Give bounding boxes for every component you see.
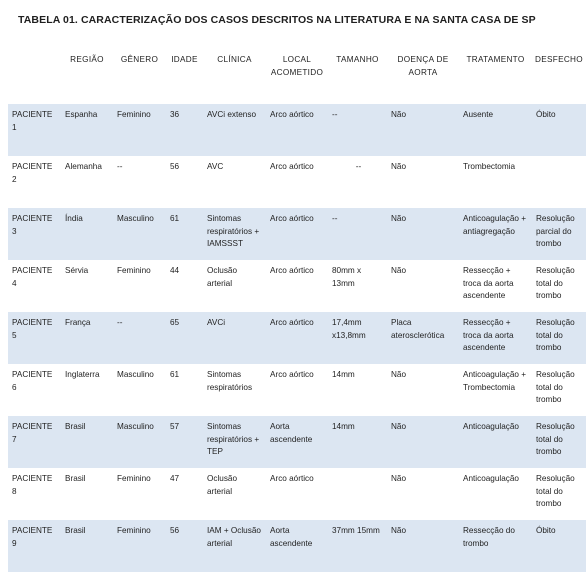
cell-doenca: Placa aterosclerótica	[387, 312, 459, 364]
cell-genero: Feminino	[117, 474, 151, 483]
header-idade: IDADE	[171, 55, 198, 64]
cell-paciente: PACIENTE 5	[8, 312, 61, 364]
cell-doenca: Não	[387, 104, 459, 156]
cell-tratamento: Ausente	[459, 104, 532, 156]
cell-genero: --	[113, 312, 166, 364]
header-regiao: REGIÃO	[70, 55, 104, 64]
cell-tamanho: 14mm	[328, 416, 387, 468]
header-paciente	[8, 46, 61, 104]
cell-paciente: PACIENTE 1	[8, 104, 61, 156]
cell-clinica: AVC	[207, 162, 224, 171]
cell-desfecho: Resolução parcial do trombo	[532, 208, 586, 260]
cell-local: Arco aórtico	[266, 312, 328, 364]
cell-local: Arco aórtico	[270, 370, 314, 379]
cell-regiao: Brasil	[61, 416, 113, 468]
cell-paciente: PACIENTE 6	[12, 370, 53, 392]
cell-local: Arco aórtico	[270, 266, 314, 275]
cell-paciente: PACIENTE 9	[8, 520, 61, 572]
cell-paciente: PACIENTE 2	[12, 162, 53, 184]
cell-paciente: PACIENTE 3	[8, 208, 61, 260]
cell-clinica: Sintomas respiratórios + TEP	[203, 416, 266, 468]
cell-regiao: Alemanha	[65, 162, 102, 171]
cell-genero: Feminino	[113, 104, 166, 156]
cell-regiao: Índia	[61, 208, 113, 260]
cell-idade: 57	[166, 416, 203, 468]
cell-idade: 56	[166, 520, 203, 572]
cell-doenca: Não	[387, 208, 459, 260]
cell-local: Aorta ascendente	[266, 520, 328, 572]
cell-regiao: Inglaterra	[65, 370, 100, 379]
table-row	[8, 156, 586, 208]
cell-clinica: Oclusão arterial	[207, 474, 238, 496]
cell-clinica: Oclusão arterial	[207, 266, 238, 288]
header-clinica: CLÍNICA	[217, 55, 252, 64]
table-row	[8, 364, 586, 416]
table-row	[8, 104, 586, 156]
cell-desfecho: Óbito	[532, 520, 586, 572]
cell-desfecho: Óbito	[532, 104, 586, 156]
cell-tratamento: Ressecção + troca da aorta ascendente	[463, 266, 514, 300]
cell-regiao: Espanha	[61, 104, 113, 156]
cell-tratamento: Ressecção do trombo	[459, 520, 532, 572]
cell-genero: Feminino	[113, 520, 166, 572]
cell-paciente: PACIENTE 7	[8, 416, 61, 468]
cell-tamanho: --	[355, 162, 362, 171]
cell-regiao: França	[61, 312, 113, 364]
cell-tamanho: --	[328, 208, 387, 260]
cell-clinica: Sintomas respiratórios + IAMSSST	[203, 208, 266, 260]
cell-local: Arco aórtico	[266, 208, 328, 260]
table-row	[8, 416, 586, 468]
cell-doenca: Não	[391, 370, 407, 379]
table-row	[8, 312, 586, 364]
cell-paciente: PACIENTE 8	[12, 474, 53, 496]
cell-paciente: PACIENTE 4	[12, 266, 53, 288]
cell-doenca: Não	[387, 416, 459, 468]
cell-idade: 44	[170, 266, 180, 275]
header-row	[8, 46, 586, 104]
cell-tratamento: Anticoagulação + Trombectomia	[463, 370, 527, 392]
cell-idade: 61	[170, 370, 180, 379]
cell-desfecho	[532, 156, 586, 208]
cell-clinica: AVCi	[203, 312, 266, 364]
cell-clinica: IAM + Oclusão arterial	[203, 520, 266, 572]
cell-tratamento: Anticoagulação + antiagregação	[459, 208, 532, 260]
cell-idade: 36	[166, 104, 203, 156]
cell-tamanho: --	[328, 104, 387, 156]
cell-tratamento: Ressecção + troca da aorta ascendente	[459, 312, 532, 364]
cell-local: Arco aórtico	[266, 104, 328, 156]
cell-idade: 56	[170, 162, 180, 171]
cell-tamanho: 80mm x 13mm	[332, 266, 362, 288]
cell-regiao: Brasil	[65, 474, 86, 483]
header-genero: GÊNERO	[120, 55, 159, 64]
cell-local: Arco aórtico	[270, 162, 314, 171]
cell-regiao: Brasil	[61, 520, 113, 572]
cell-doenca: Não	[391, 474, 407, 483]
header-tamanho: TAMANHO	[336, 55, 379, 64]
cell-doenca: Não	[391, 266, 407, 275]
cell-tamanho: 14mm	[332, 370, 355, 379]
cell-tratamento: Anticoagulação	[459, 416, 532, 468]
cell-desfecho: Resolução total do trombo	[532, 416, 586, 468]
cell-clinica: AVCi extenso	[203, 104, 266, 156]
cell-idade: 65	[166, 312, 203, 364]
cell-local: Aorta ascendente	[266, 416, 328, 468]
table-row	[8, 468, 586, 520]
cell-tamanho	[328, 468, 387, 520]
cell-desfecho: Resolução total do trombo	[532, 312, 586, 364]
cell-genero: Feminino	[117, 266, 151, 275]
table-row	[8, 520, 586, 572]
cell-desfecho: Resolução total do trombo	[536, 370, 575, 404]
table-row	[8, 260, 586, 312]
cell-regiao: Sérvia	[65, 266, 89, 275]
header-doenca: DOENÇA DE AORTA	[397, 55, 449, 77]
header-tratamento: TRATAMENTO	[466, 55, 525, 64]
cell-tamanho: 17,4mm x13,8mm	[328, 312, 387, 364]
header-desfecho: DESFECHO	[535, 55, 583, 64]
cell-desfecho: Resolução total do trombo	[536, 474, 575, 508]
cell-doenca: Não	[391, 162, 407, 171]
cell-local: Arco aórtico	[270, 474, 314, 483]
cell-doenca: Não	[387, 520, 459, 572]
cell-genero: Masculino	[117, 370, 154, 379]
cell-tratamento: Anticoagulação	[463, 474, 519, 483]
table-title: TABELA 01. CARACTERIZAÇÃO DOS CASOS DESCRITOS NA LITERATURA E NA SANTA CASA DE SP	[18, 14, 536, 26]
cell-idade: 61	[166, 208, 203, 260]
cell-desfecho: Resolução total do trombo	[536, 266, 575, 300]
header-local: LOCAL ACOMETIDO	[270, 55, 324, 77]
cell-idade: 47	[170, 474, 180, 483]
cell-genero: Masculino	[113, 208, 166, 260]
cases-table	[8, 46, 586, 572]
cell-tratamento: Trombectomia	[463, 162, 516, 171]
cell-clinica: Sintomas respiratórios	[207, 370, 253, 392]
cell-tamanho: 37mm 15mm	[328, 520, 387, 572]
table-row	[8, 208, 586, 260]
cell-genero: Masculino	[113, 416, 166, 468]
cell-genero: --	[117, 162, 123, 171]
